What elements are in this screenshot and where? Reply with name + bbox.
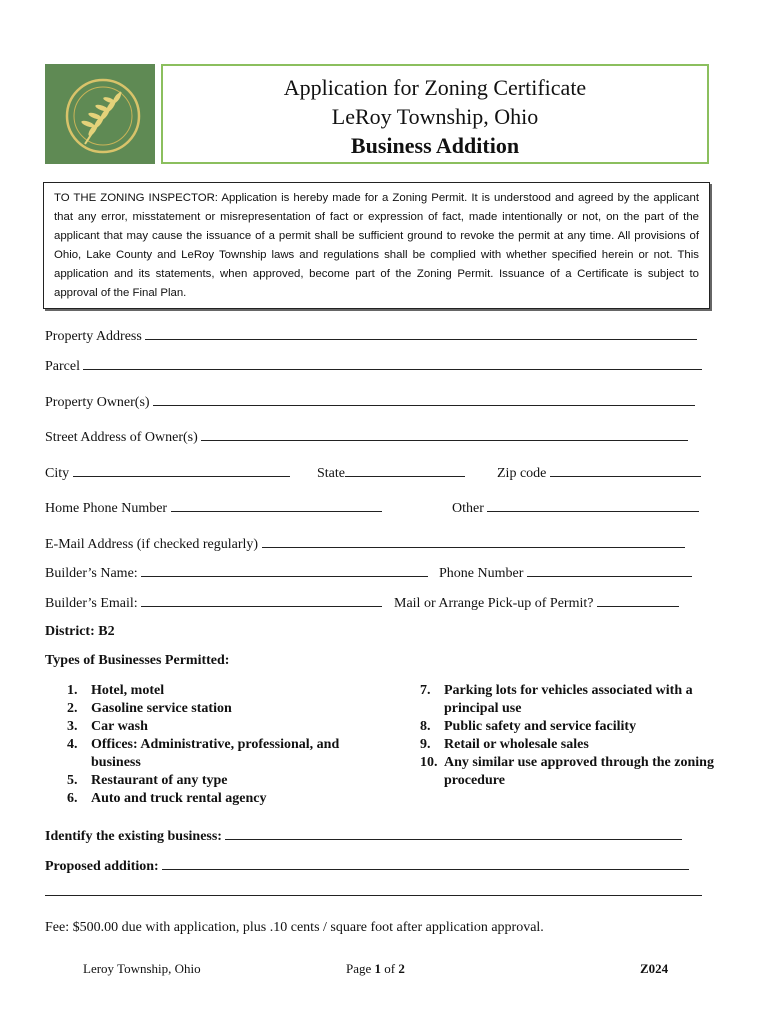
business-type-item <box>420 754 720 790</box>
business-type-text: Auto and truck rental agency <box>91 791 267 806</box>
fee-text: Fee: $500.00 due with application, plus .10 cents / square foot after application approval. <box>45 920 544 935</box>
business-type-number: 6. <box>67 791 78 806</box>
business-type-number: 2. <box>67 701 78 716</box>
business-type-text: Public safety and service facility <box>444 719 637 734</box>
page-subtitle: LeRoy Township, Ohio <box>331 104 539 129</box>
business-type-item <box>67 790 352 808</box>
inspector-notice <box>43 182 710 309</box>
other-phone-field[interactable] <box>487 498 699 512</box>
email-row <box>45 534 685 553</box>
business-types-list-left <box>67 682 352 808</box>
other-phone-row <box>452 498 699 517</box>
business-type-number: 9. <box>420 737 431 752</box>
page-title: Application for Zoning Certificate <box>283 75 587 100</box>
email-label: E-Mail Address (if checked regularly) <box>45 537 259 552</box>
builder-email-label: Builder’s Email: <box>45 596 138 611</box>
state-row <box>317 463 465 482</box>
proposed-addition-row <box>45 856 689 875</box>
mail-pickup-label: Mail or Arrange Pick-up of Permit? <box>394 596 594 611</box>
title-box <box>161 64 709 164</box>
mail-pickup-field[interactable] <box>597 593 679 607</box>
proposed-addition-field[interactable] <box>162 856 689 870</box>
builder-phone-field[interactable] <box>527 563 692 577</box>
business-type-number: 3. <box>67 719 78 734</box>
township-logo <box>45 64 155 164</box>
property-address-field[interactable] <box>145 326 697 340</box>
zip-field[interactable] <box>550 463 701 477</box>
street-address-owner-label: Street Address of Owner(s) <box>45 430 198 445</box>
mail-pickup-row <box>394 593 679 612</box>
business-type-item <box>420 682 720 718</box>
business-type-item <box>420 718 720 736</box>
proposed-addition-continuation <box>45 882 702 901</box>
property-owners-field[interactable] <box>153 392 695 406</box>
home-phone-row <box>45 498 382 517</box>
home-phone-field[interactable] <box>171 498 382 512</box>
home-phone-label: Home Phone Number <box>45 501 168 516</box>
city-label: City <box>45 466 70 481</box>
builder-phone-label: Phone Number <box>439 566 524 581</box>
state-label: State <box>317 466 345 481</box>
other-phone-label: Other <box>452 501 484 516</box>
parcel-label: Parcel <box>45 359 80 374</box>
page-current: 1 <box>374 961 382 976</box>
business-types-list-right <box>420 682 720 790</box>
business-type-text: Any similar use approved through the zoning procedure <box>444 755 714 788</box>
builder-email-row <box>45 593 382 612</box>
page-total: 2 <box>398 961 405 976</box>
business-type-number: 4. <box>67 737 78 752</box>
proposed-addition-label: Proposed addition: <box>45 859 159 874</box>
business-type-item <box>67 700 352 718</box>
wheat-seal-icon <box>45 64 155 164</box>
parcel-field[interactable] <box>83 356 702 370</box>
business-type-text: Hotel, motel <box>91 683 165 698</box>
form-type-heading: Business Addition <box>350 133 520 158</box>
business-type-text: Retail or wholesale sales <box>444 737 589 752</box>
street-address-owner-row <box>45 427 688 446</box>
state-field[interactable] <box>345 463 465 477</box>
page-mid: of <box>381 961 399 976</box>
business-type-text: Car wash <box>91 719 148 734</box>
identify-existing-field[interactable] <box>225 826 682 840</box>
types-heading: Types of Businesses Permitted: <box>45 653 230 668</box>
builder-email-field[interactable] <box>141 593 382 607</box>
business-type-text: Restaurant of any type <box>91 773 228 788</box>
parcel-row <box>45 356 702 375</box>
proposed-addition-field-line2[interactable] <box>45 882 702 896</box>
business-type-number: 8. <box>420 719 431 734</box>
property-address-row <box>45 326 697 345</box>
business-type-text: Parking lots for vehicles associated with a principal use <box>444 683 693 716</box>
property-address-label: Property Address <box>45 329 142 344</box>
city-row <box>45 463 290 482</box>
business-type-text: Offices: Administrative, professional, and business <box>91 737 340 770</box>
footer-township: Leroy Township, Ohio <box>83 961 201 976</box>
street-address-owner-field[interactable] <box>201 427 688 441</box>
property-owners-row <box>45 392 695 411</box>
zip-row <box>497 463 701 482</box>
identify-existing-row <box>45 826 682 845</box>
business-type-item <box>67 718 352 736</box>
city-field[interactable] <box>73 463 290 477</box>
business-type-item <box>67 772 352 790</box>
business-type-number: 10. <box>420 755 438 770</box>
builder-phone-row <box>439 563 692 582</box>
business-type-item <box>420 736 720 754</box>
business-type-number: 1. <box>67 683 78 698</box>
zip-label: Zip code <box>497 466 547 481</box>
property-owners-label: Property Owner(s) <box>45 395 150 410</box>
form-code: Z024 <box>640 961 669 976</box>
builder-name-field[interactable] <box>141 563 428 577</box>
business-type-text: Gasoline service station <box>91 701 232 716</box>
email-field[interactable] <box>262 534 685 548</box>
business-type-number: 5. <box>67 773 78 788</box>
footer-page-number <box>346 961 405 977</box>
page-prefix: Page <box>346 961 375 976</box>
district-label: District: B2 <box>45 624 115 639</box>
business-type-item <box>67 682 352 700</box>
business-type-item <box>67 736 352 772</box>
business-type-number: 7. <box>420 683 431 698</box>
notice-text: TO THE ZONING INSPECTOR: Application is hereby made for a Zoning Permit. It is understood and agreed by the applicant that any error, misstatement or misrepresentation of fact or expression of fact, made intentionally or not, on the part of the applicant that may cause the issuance of a permit shall be sufficient ground to revoke the permit at any time. All provisions of Ohio, Lake County and LeRoy Township laws and regulations shall be complied with whether specified herein or not. This application and its statements, when approved, become part of the Zoning Permit. Issuance of a Certificate is subject to approval of the Final Plan. <box>54 192 699 299</box>
builder-name-row <box>45 563 428 582</box>
builder-name-label: Builder’s Name: <box>45 566 138 581</box>
identify-existing-label: Identify the existing business: <box>45 829 222 844</box>
